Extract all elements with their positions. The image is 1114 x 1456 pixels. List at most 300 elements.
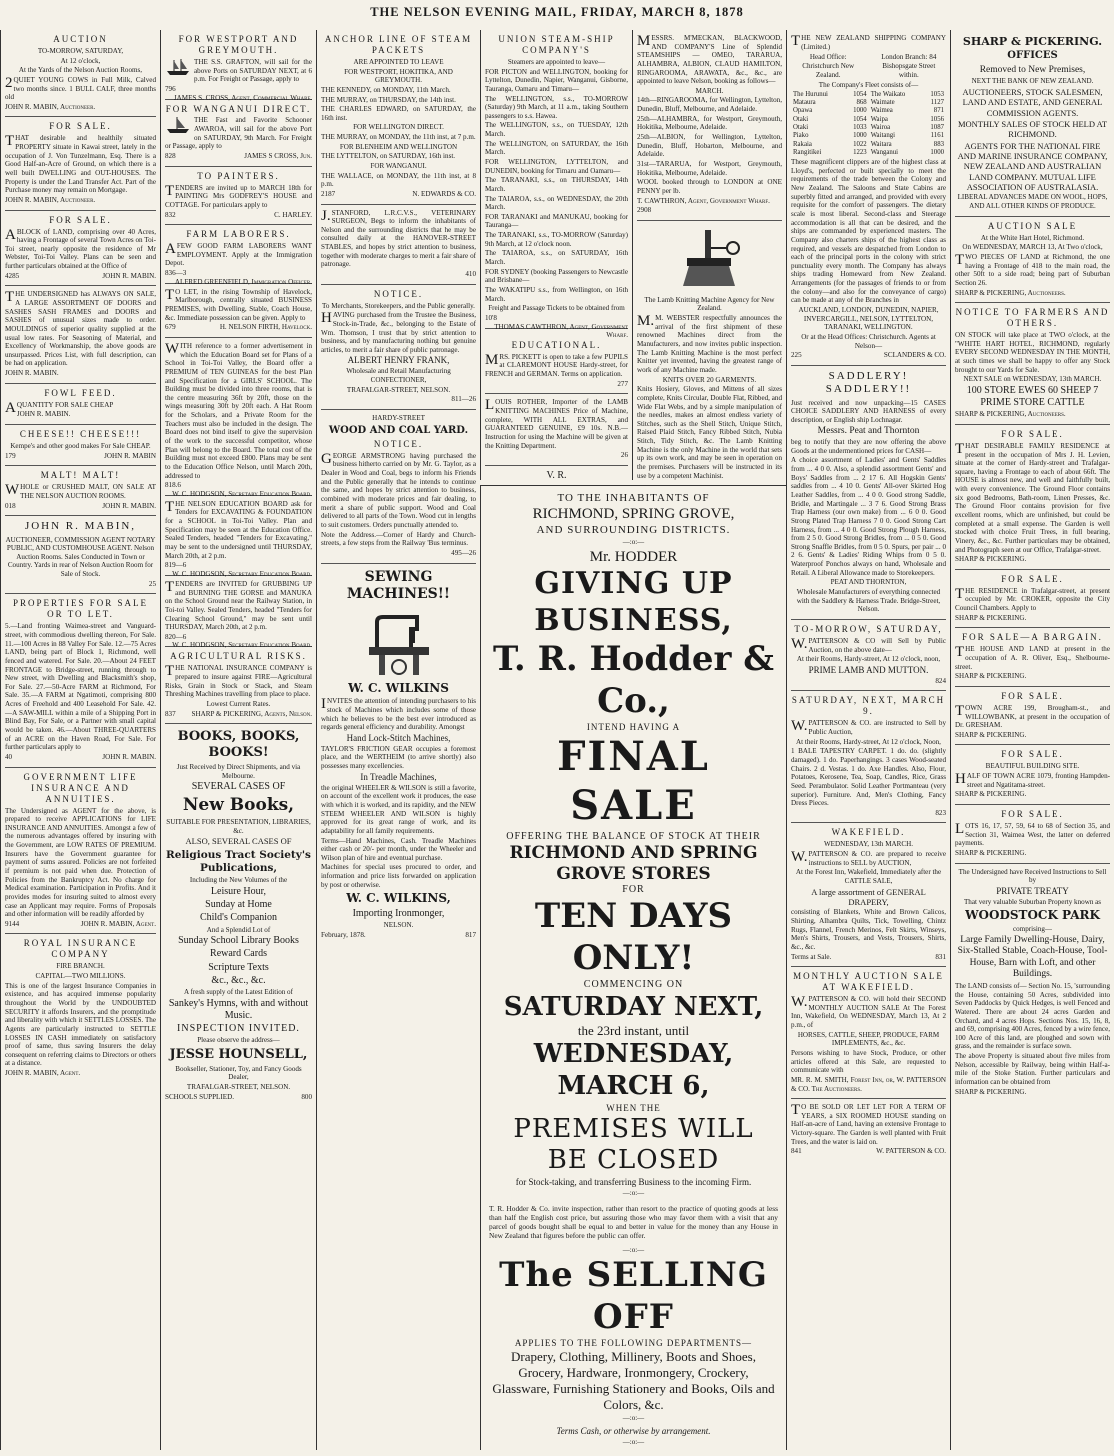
ad-saddlery xyxy=(791,366,946,620)
ad-line: TAYLOR'S FRICTION GEAR occupies a foremost place, and the WERTHEIM (to arrive shortly) also possesses many excellencies. xyxy=(321,744,476,771)
ad-signature: T. CAWTHRON, Agent, Government Wharf. xyxy=(637,196,770,205)
ad-rates: Lowest Current Rates. xyxy=(206,699,271,708)
ship-name: Opawa xyxy=(793,107,813,115)
ad-signature: SCLANDERS & CO. xyxy=(883,351,946,360)
ad-line: The WELLINGTON, on SATURDAY, the 16th March. xyxy=(485,139,628,157)
ad-signature: JAMES S. CROSS, Agent, Commercial Wharf. xyxy=(173,93,312,102)
ad-line: The WELLINGTON, s.s., TO-MORROW (Saturday) 9th March, at 11 a.m., taking Southern passengers to s.s. Hawea. xyxy=(485,94,628,120)
ad-signature: JOHN R. MABIN, Agent. xyxy=(5,1069,81,1078)
ship-tonnage: 1022 xyxy=(853,140,867,148)
ad-notice-confectioner xyxy=(321,285,476,410)
ad-title: SADDLERY! SADDLERY!! xyxy=(825,369,912,396)
ad-body: ABLOCK of LAND, comprising over 40 Acres, having a Frontage of several Town Acres on Toi-Toi street, nearly opposite the residence of Mr Webster, Toi-Toi Valley. Plans can be seen and further particulars obtained at the Office of xyxy=(5,226,156,271)
ad-signature: PEAT AND THORNTON, xyxy=(830,578,907,587)
ad-books xyxy=(165,724,312,1106)
ad-month: MARCH. xyxy=(695,86,724,95)
ad-body: MRS. PICKETT is open to take a few PUPILS at CLAREMONT HOUSE Hardy-street, for FRENCH and GERMAN. Terms on application. xyxy=(485,351,628,379)
ad-signature: SHARP & PICKERING, Auctioneers. xyxy=(955,288,1066,297)
ad-number: 796 xyxy=(165,84,176,93)
ad-royal-insurance xyxy=(5,934,156,1082)
ad-body: WHOLE or CRUSHED MALT, ON SALE AT THE NELSON AUCTION ROOMS. xyxy=(5,482,156,500)
ship-name: Waimea xyxy=(870,107,893,115)
ad-body: THE S.S. GRAFTON, will sail for the above Ports on SATURDAY NEXT, at 6 p.m. For Freight or Passage, apply to xyxy=(194,57,312,84)
ad-line: SEVERAL CASES OF xyxy=(191,781,286,793)
ad-title: SATURDAY, NEXT, MARCH 9. xyxy=(791,695,946,717)
ad-number: 4285 xyxy=(5,271,20,280)
column-2 xyxy=(160,30,316,1450)
ad-line: Sunday at Home xyxy=(205,899,272,911)
ad-line: The WELLINGTON, s.s., on TUESDAY, 12th March. xyxy=(485,121,628,139)
ad-title: NOTICE. xyxy=(373,288,424,299)
column-7 xyxy=(950,30,1114,1450)
ad-title: PROPERTIES FOR SALE OR TO LET. xyxy=(13,598,148,620)
ship-tonnage: 871 xyxy=(933,107,944,115)
ad-number: 10'8 xyxy=(485,313,497,322)
ad-union-steamship xyxy=(485,30,628,340)
ad-body: AUCTIONEER, COMMISSION AGENT NOTARY PUBLIC, AND CUSTOMHOUSE AGENT. Nelson Auction Rooms. Sales Conducted in Town or Country. Yards in rear of Nelson Auction Room for Sale of Stock. xyxy=(5,535,156,579)
ad-line: 25th—ALHAMBRA, for Westport, Greymouth, Hokitika, Melbourne, Adelaide. xyxy=(637,114,782,132)
ad-tomorrow-lamb xyxy=(791,620,946,692)
ad-line: That very valuable Suburban Property known as xyxy=(963,897,1102,906)
ad-line: the original WHEELER & WILSON is still a favorite, on account of the excellent work it produces, the ease with which it is worked, and its rapidity, and the NEW STEEM WHEELER AND WILSON is highly approved for its great range of work, and its adaptability for all family requirements. xyxy=(321,783,476,835)
ad-signature: JOHN R. MABIN. xyxy=(5,369,59,378)
ad-signature: NELSON. xyxy=(383,921,414,930)
ad-agricultural-risks xyxy=(165,647,312,724)
hodder-line: T. R. Hodder & Co., xyxy=(493,639,774,721)
ad-title: SEWING MACHINES!! xyxy=(346,568,451,602)
fleet-row xyxy=(791,91,946,99)
ad-line: FOR WESTPORT, HOKITIKA, AND GREYMOUTH. xyxy=(344,67,453,85)
ad-title: AUCTION xyxy=(53,34,108,44)
ad-to-let xyxy=(165,284,312,338)
ad-woodstock-park xyxy=(955,864,1110,1102)
ad-title: FOR WESTPORT AND GREYMOUTH. xyxy=(178,34,299,55)
ad-number: 836—3 xyxy=(165,269,187,278)
ad-malt xyxy=(5,466,156,516)
ad-line: In Treadle Machines, xyxy=(360,771,437,782)
ship-name: Rakaia xyxy=(793,140,812,148)
ad-body: TENDERS are INVITED for GRUBBING UP and BURNING THE GORSE and MANUKA on the School Ground near the Railway Station, in Toi-toi Valley. Sealed Tenders, headed "Tenders for Clearing School Ground," may be sent until THURSDAY, March 20th, at 2 p.m. xyxy=(165,578,312,632)
ad-date: WEDNESDAY, 13th MARCH. xyxy=(823,840,914,849)
ad-number: 824 xyxy=(935,676,946,685)
ad-sale-land xyxy=(5,211,156,287)
ad-body: 5.—Land fronting Waimea-street and Vanguard-street, with commodious dwelling thereon, For Sale. 11.—100 Acres in 88 Valley For Sale. 12.—75 Acres LAND, being part of Block 1, Richmond, well fenced and watered. For Sale. 20.—About 24 FEET FRONTAGE to Bridge-street, running through to New street, with Dwelling and Blacksmith's shop, For Sale. 27.—50-Acre FARM at Richmond, For Sale. 35.—A FARM at Ngatimoti, comprising 800 Acres of Freehold and 400 Leasehold For Sale. 42.—A SAW-MILL within a mile of a Shipping Port in Blind Bay, For Sale, or a Partner with small capital would be taken. 46.—About THREE-QUARTERS of an ACRE on the Haven Road, For Sale. For further particulars apply to xyxy=(5,622,156,752)
ad-line: And a Splendid Lot of xyxy=(206,925,271,934)
ad-line: PRIVATE TREATY xyxy=(996,885,1069,896)
ad-signature: SHARP & PICKERING, Auctioneers. xyxy=(955,410,1066,419)
ad-signature: SHARP & PICKERING. xyxy=(955,555,1027,564)
ad-body: THE UNDERSIGNED has ALWAYS ON SALE, A LARGE ASSORTMENT OF DOORS and SASHES SASH FRAMES and DOORS and SASHES of unusual sizes made to order. MOULDINGS of superior quality supplied at the usual low rates. For Seasoning of Material, and Excellency of Workmanship, the above goods are unsurpassed. Prices List, with full description, can be had on application. xyxy=(5,289,156,368)
ad-hodder-final-sale xyxy=(480,485,786,1450)
ad-body: The LAND consists of— Section No. 15, 'surrounding the House, containing 50 Acres, subdivided into Seven Paddocks by Quick Hedges, is well Fenced and Watered. There are about 24 acres Garden and Orchard, and 4 acres Hops. Sections Nos. 15, 16, 8, and 69, comprising 400 Acres, fenced by a wire fence, 100 Acre of this land, are ploughed and sown with grass, and the remainder is surface sown. xyxy=(955,982,1110,1051)
ad-line: Sankey's Hymns, with and without Music. xyxy=(168,997,309,1021)
ad-signature: JOHN R. MABIN. xyxy=(102,752,156,761)
ad-title: ANCHOR LINE OF STEAM PACKETS xyxy=(324,34,473,55)
ship-tonnage: 1056 xyxy=(930,115,944,123)
ad-body: TWO PIECES OF LAND at Richmond, the one having a Frontage of 418 to the main road, the other 50ft to a side road; being part of Suburban Section 26. xyxy=(955,251,1110,287)
ad-signature: JOHN R. MABIN, Auctioneer. xyxy=(5,195,96,204)
ad-title: FOR WANGANUI DIRECT. xyxy=(165,103,312,114)
ad-line: THE MURRAY, on THURSDAY, the 14th inst. xyxy=(321,95,456,104)
ad-signature: SHARP & PICKERING. xyxy=(955,848,1027,857)
ad-veterinary xyxy=(321,205,476,285)
ship-icon xyxy=(165,58,191,76)
hodder-body: T. R. Hodder & Co. invite inspection, rather than resort to the practice of quoting goods at less than half the English cost price, but assuring those who may favor them with a visit that any parcel of goods bought shall be equal to and better in value for the money than any House in New Zealand that figures before the public can offer. xyxy=(489,1203,778,1240)
hodder-line: OFFERING THE BALANCE OF STOCK AT THEIR xyxy=(506,830,761,842)
ad-line: SUITABLE FOR PRESENTATION, LIBRARIES, &c. xyxy=(166,818,311,835)
divider: —:o:— xyxy=(622,1245,645,1254)
ad-signature: SHARP & PICKERING. xyxy=(955,672,1027,681)
fleet-row xyxy=(791,149,946,157)
ad-line: Including the New Volumes of the xyxy=(189,876,288,885)
divider: —:o:— xyxy=(622,1188,645,1197)
ad-line: Reward Cards xyxy=(210,948,267,960)
ad-signature: Importing Ironmonger, xyxy=(352,908,445,920)
ad-bargain xyxy=(955,628,1110,687)
ad-lamb-knitting xyxy=(637,221,782,480)
sewing-machine-icon xyxy=(359,607,439,677)
ad-line: LIBERAL ADVANCES MADE ON WOOL, HOPS, AND ALL OTHER KINDS OF PRODUCE. xyxy=(957,193,1108,211)
ad-signature: W. C. WILKINS, xyxy=(346,891,451,906)
ad-title: TO PAINTERS. xyxy=(197,170,280,181)
ad-line: TRAFALGAR-STREET, NELSON. xyxy=(186,1082,291,1091)
hodder-line: Terms Cash, or otherwise by arrangement. xyxy=(556,1426,711,1437)
ad-title: MONTHLY AUCTION SALE AT WAKEFIELD. xyxy=(793,971,944,993)
ad-auction-richmond xyxy=(955,217,1110,303)
ad-title: FARM LABORERS. xyxy=(186,229,291,240)
ad-next-sale: NEXT SALE on WEDNESDAY, 13th MARCH. xyxy=(963,375,1102,384)
ad-subtitle: NOTICE. xyxy=(373,438,424,449)
ad-place: At their Rooms, Hardy-street, At 12 o'clock, noon, xyxy=(796,655,941,664)
ad-number: 819—6 xyxy=(165,561,187,570)
ad-line: ALSO, SEVERAL CASES OF xyxy=(185,836,292,847)
ad-number: 820—6 xyxy=(165,632,187,641)
ad-body: Persons wishing to have Stock, Produce, or other articles offered at this Sale, are requested to communicate with xyxy=(791,1048,946,1075)
ad-number: 832 xyxy=(165,210,176,219)
ad-name: W. C. WILKINS xyxy=(348,680,449,695)
ad-body: LOUIS ROTHER, Importer of the LAMB KNITTING MACHINES Price of Machine, complete, WITH ALL EXTRAS, and GUARANTEED GENUINE, £9 10s. N.B.—Instruction for using the Machine will be given at the Knitting Department. xyxy=(485,397,628,450)
masthead: THE NELSON EVENING MAIL, FRIDAY, MARCH 8, 1878 xyxy=(370,5,744,19)
ad-signature: JOHN R. MABIN. xyxy=(102,271,156,280)
ad-body: THE NATIONAL INSURANCE COMPANY is prepared to insure against FIRE—Agricultural Risks, Grain in Stock or Stack, and Steam Threshing Machines travelling from place to place. xyxy=(165,663,312,699)
ad-line: THE CHARLES EDWARD, on SATURDAY, the 16th inst. xyxy=(321,105,476,122)
ad-anchor-line xyxy=(321,30,476,205)
fleet-row xyxy=(791,141,946,149)
ad-line: AUCTIONEERS, STOCK SALESMEN, LAND AND ESTATE, AND GENERAL COMMISSION AGENTS. xyxy=(962,86,1103,118)
ship-tonnage: 868 xyxy=(856,99,867,107)
ship-name: Wanganui xyxy=(870,148,899,156)
ship-name: The Waikato xyxy=(870,90,906,98)
ad-title: CHEESE!! CHEESE!!! xyxy=(19,429,142,440)
hodder-line: The SELLING OFF xyxy=(499,1255,768,1337)
ship-name: Otaki xyxy=(793,123,809,131)
ad-title: AUCTION SALE xyxy=(987,220,1078,231)
knitting-machine-icon xyxy=(675,228,745,292)
ad-to-be-sold xyxy=(791,1099,946,1161)
ad-body: THE NELSON EDUCATION BOARD ask for Tenders for EXCAVATING & FOUNDATION for a SCHOOL in Toi-Toi Valley. Plan and Specification may be seen at the Education Office. Sealed Tenders, headed "Tenders for Excavating," may be sent to the undersigned until THURSDAY, March 20th, at 2 p.m. xyxy=(165,498,312,560)
ad-subtitle: BEAUTIFUL BUILDING SITE. xyxy=(985,762,1080,771)
ad-title: FOR SALE—A BARGAIN. xyxy=(962,632,1103,643)
ad-title: UNION STEAM-SHIP COMPANY'S xyxy=(498,34,615,55)
ad-subtitle: Steamers are appointed to leave— xyxy=(507,57,606,66)
hodder-line: INTEND HAVING A xyxy=(586,722,681,733)
ad-title: WOODSTOCK PARK xyxy=(965,908,1100,923)
ad-body: Just received and now unpacking—15 CASES CHOICE SADDLERY AND HARNESS of every description, or English ship Lochnagar. xyxy=(791,398,946,424)
ad-signature: JOHN R. MABIN, Agent. xyxy=(80,919,156,928)
ad-signature: JOHN R. MABIN, Auctioneer. xyxy=(5,102,96,111)
ship-tonnage: 1161 xyxy=(930,132,944,140)
ad-building-site xyxy=(955,745,1110,805)
ad-body: TENDERS are invited up to MARCH 18th for PAINTING Mrs GODFREY'S HOUSE and COTTAGE. For particulars apply to xyxy=(165,182,312,209)
ad-auction xyxy=(5,30,156,117)
ad-body: This is one of the largest Insurance Companies in existence, and has acquired immense popularity throughout the World by the UNDOUBTED SECURITY it affords Insurers, and the promptitude and liberality with which it SETTLES LOSSES. The Agents are particularly instructed to SETTLE LOSSES IN CASH immediately on satisfactory proof of same, thus saving Insurers the delay consequent on referring claims to Directors or others at a distance. xyxy=(5,981,156,1068)
ship-tonnage: 1054 xyxy=(853,115,867,123)
divider: —:o:— xyxy=(622,538,645,547)
sewing-machine-illustration xyxy=(352,607,445,677)
ad-sewing-machines xyxy=(321,564,476,945)
ad-school-plans xyxy=(165,338,312,496)
ad-body: 2QUIET YOUNG COWS in Full Milk, Calved two months since. 1 BULL CALF, three months old xyxy=(5,74,156,102)
hodder-line: RICHMOND AND SPRING GROVE STORES xyxy=(509,842,758,884)
ad-body: HALF OF TOWN ACRE 1079, fronting Hampden-street and Ngatitama-street. xyxy=(955,771,1110,789)
ad-subtitle: comprising— xyxy=(1012,925,1052,934)
ad-number: 410 xyxy=(465,270,476,279)
hodder-line: Mr. HODDER xyxy=(589,548,678,565)
ad-monthly-auction xyxy=(791,967,946,1099)
hodder-line: AND SURROUNDING DISTRICTS. xyxy=(536,523,731,536)
ad-body: HAVING purchased from the Trustee the Business, Stock-in-Trade, &c., belonging to the Estate of Wm. Thomson, I trust that by strict attention to business, and by manufacturing nothing but genuine articles, to merit a fair share of public patronage. xyxy=(321,310,476,354)
illustration-caption: The Lamb Knitting Machine Agency for New Zealand. xyxy=(644,295,775,313)
ad-title: THE NEW ZEALAND SHIPPING COMPANY (Limited.) xyxy=(791,33,946,51)
ad-signature: W. C. HODGSON, Secretary Education Board. xyxy=(172,641,312,650)
ad-line: Removed to New Premises, xyxy=(979,64,1086,75)
ship-tonnage: 1087 xyxy=(930,123,944,131)
ad-line: 25th—ALBION, for Wellington, Lyttelton, Dunedin, Bluff, Hobarton, Melbourne, and Adelaide. xyxy=(637,133,782,159)
ad-line: FOR TARANAKI and MANUKAU, booking for Tauranga— xyxy=(485,212,628,230)
ad-signature: SHARP & PICKERING, Agents, Nelson. xyxy=(191,709,312,718)
ad-line: FOR WELLINGTON DIRECT. xyxy=(353,123,444,132)
ad-line: Machines for special uses procured to order, and information and price lists forwarded on application by post or otherwise. xyxy=(321,863,476,889)
ad-number: 179 xyxy=(5,451,16,460)
ad-subtitle: ARE APPOINTED TO LEAVE xyxy=(353,57,444,66)
ship-name: The Hurunui xyxy=(793,90,828,98)
ad-signature: C. HARLEY. xyxy=(274,210,312,219)
ad-number: 817 xyxy=(465,930,476,939)
hodder-line: RICHMOND, SPRING GROVE, xyxy=(532,506,735,523)
ad-line: THE KENNEDY, on MONDAY, 11th March. xyxy=(321,85,451,94)
ad-fowl-feed xyxy=(5,384,156,425)
ad-signature: ALFRED GREENFIELD, Immigration Officer. xyxy=(174,277,312,286)
ad-body: THAT DESIRABLE FAMILY RESIDENCE at present in the occupation of Mrs J. H. Levien, situate at the corner of Hardy-street and Trafalgar-square, having a Frontage to each of about 66ft. The HOUSE is almost new, and well and faithfully built, with every convenience. The Ground Floor contains six good Bedrooms, Bath-room, Linen Presses, &c. The Ground Floor contains provision for five excellent rooms, which are unfinished, but could be completed at a small expense. The Garden is well stocked with choice Fruit Trees, in full bearing, Vinery, &c., &c. Further particulars may be obtained, and Photograph seen at our Office, Trafalgar-street. xyxy=(955,440,1110,554)
ad-title: BOOKS, BOOKS, BOOKS! xyxy=(177,729,300,761)
ad-terms: Terms at Sale. xyxy=(791,952,832,961)
ad-body: INVITES the attention of intending purchasers to his stock of Machines which includes some of those which he believes to be the best ever introduced as regards general efficiency and durability. Amongst xyxy=(321,696,476,732)
ad-body: WITH reference to a former advertisement in which the Education Board set for Plans of a School in Toi-Toi Valley, the Board offer a PREMIUM of TEN GUINEAS for the best Plan and Specification for a GIRLS' SCHOOL. The Building must be divided into three rooms, that is the centre measuring 36ft by 20ft, those on the wings measuring 30ft by 20ft each. A Hat Room for the Scholars, and a Private Room for the Teachers must also be included in the design. The Board does not bind itself to give the supervision of the work to the successful competitor, whose Plan will belong to the Board. The total cost of the Building must not exceed £800. Plans may be sent to the Education Office Nelson, until March 20th, addressed to xyxy=(165,340,312,480)
ad-line: 14th—RINGAROOMA, for Wellington, Lyttelton, Dunedin, Bluff, Melbourne, and Adelaide. xyxy=(637,96,782,114)
ad-body: AFEW GOOD FARM LABORERS WANT EMPLOYMENT. Apply at the Immigration Depot. xyxy=(165,241,312,268)
ad-lots xyxy=(955,805,1110,864)
column-6 xyxy=(786,30,950,1450)
ad-wakefield xyxy=(791,823,946,967)
ad-line: The WAKATIPU s.s., from Wellington, on 16th March. xyxy=(485,285,628,303)
ad-line: A fresh supply of the Latest Edition of xyxy=(184,988,293,996)
ad-title: GOVERNMENT LIFE INSURANCE AND ANNUITIES. xyxy=(23,771,138,804)
ad-body: TOWN ACRE 199, Brougham-st., and WILLOWBANK, at present in the occupation of Dr. GRESHAM. xyxy=(955,702,1110,730)
hodder-line: APPLIES TO THE FOLLOWING DEPARTMENTS— xyxy=(514,1338,753,1349)
ad-body: Kempe's and other good makes For Sale CHEAP. xyxy=(10,441,151,450)
ad-properties xyxy=(5,594,156,767)
fleet-row xyxy=(791,107,946,115)
ad-line: NEXT THE BANK OF NEW ZEALAND. xyxy=(971,77,1094,86)
ad-line: FOR WANGANUI. xyxy=(370,161,427,170)
ad-line: MONTHLY SALES OF STOCK HELD AT RICHMOND. xyxy=(957,118,1108,140)
divider: —:o:— xyxy=(622,1438,645,1447)
ad-number: 828 xyxy=(165,152,176,161)
ad-line: FOR WELLINGTON, LYTTELTON, and DUNEDIN, booking for Timaru and Oamaru— xyxy=(485,157,628,175)
ad-signature: MR. R. M. SMITH, Forest Inn, or, W. PATTERSON & CO. The Auctioneers. xyxy=(791,1075,946,1093)
ad-line: Sunday School Library Books xyxy=(178,935,299,947)
ad-saturday-next xyxy=(791,691,946,823)
ad-line: Freight and Passage Tickets to be obtained from xyxy=(488,304,625,313)
ad-number: 018 xyxy=(5,501,16,510)
ad-number: 837 xyxy=(165,709,176,718)
ad-signature: JOHN R. MABIN xyxy=(104,451,156,460)
ad-body: Knits Hosiery, Gloves, and Mittens of all sizes complete, Knits Circular, Double Flat, Ribbed, and Wide Flat Webs, and by a simple manipulation of the needles, makes an almost endless variety of Stitches, such as the Shell Stitch, Unique Stitch, Raised Plaid Stitch, Fancy Ribbed Stitch, Nubia Stitch, Tidy Stitch, &c. The Lamb Knitting Machine is the only Machine in the world that sets up its own work, and may be seen in operation on the premises. Purchasers will be instructed in its use by a competent Machinist. xyxy=(637,385,782,480)
ship-tonnage: 1000 xyxy=(930,148,944,156)
ad-number: 495—26 xyxy=(451,548,476,557)
ad-title: SHARP & PICKERING. xyxy=(962,35,1103,48)
ad-number: 800 xyxy=(301,1092,312,1101)
ad-title: MALT! MALT! xyxy=(40,470,121,481)
ad-subtitle: At the White Hart Hotel, Richmond. xyxy=(980,233,1085,242)
ad-line: AGENTS FOR THE NATIONAL FIRE AND MARINE INSURANCE COMPANY, NEW ZEALAND AND AUSTRALIAN LAND COMPANY. MUTUAL LIFE ASSOCIATION OF AUSTRALASIA. xyxy=(957,140,1108,193)
ship-tonnage: 1223 xyxy=(853,148,867,156)
ad-for-sale-trafalgar xyxy=(955,570,1110,629)
ship-tonnage: 1033 xyxy=(853,123,867,131)
ship-name: Piako xyxy=(793,132,809,140)
ad-items: HORSES, CATTLE, SHEEP, PRODUCE, FARM IMPLEMENTS, &c., &c. xyxy=(797,1030,940,1048)
ship-name: Waimate xyxy=(870,99,895,107)
ad-signature: ALBERT HENRY FRANK, xyxy=(347,355,450,366)
ship-name: Waitangi xyxy=(870,132,896,140)
ad-number: 823 xyxy=(935,808,946,817)
ad-office: Head Office: Christchurch New Zealand. xyxy=(802,53,855,79)
hodder-line: Drapery, Clothing, Millinery, Boots and Shoes, Grocery, Hardware, Ironmongery, Crockery, Glassware, Furnishing Stationery and Books, Oils and Colors, &c. xyxy=(492,1349,775,1412)
ad-number: 2908 xyxy=(637,206,652,215)
ad-line: THE MURRAY, on MONDAY, the 11th inst, at 7 p.m. xyxy=(321,133,476,142)
ad-signature: H. NELSON FIRTH, Havelock. xyxy=(219,323,312,332)
ad-number: 2187 xyxy=(321,189,336,198)
hodder-line: FOR xyxy=(622,884,645,896)
column-3 xyxy=(316,30,480,1450)
ad-doors-sashes xyxy=(5,286,156,383)
ad-title: JOHN R. MABIN, xyxy=(24,520,137,533)
ad-header: V. R. xyxy=(546,469,567,480)
ad-title: FOR SALE. xyxy=(1001,809,1064,819)
ad-names: Messrs. Peat and Thornton xyxy=(817,425,920,436)
ship-name: Wairoa xyxy=(870,123,891,131)
ad-tail: Or at the Head Offices: Christchurch. Agents at Nelson— xyxy=(801,332,936,350)
divider: —:o:— xyxy=(622,1413,645,1422)
hodder-line: SATURDAY NEXT, xyxy=(503,991,764,1022)
ad-nz-shipping xyxy=(791,30,946,366)
ad-number: 679 xyxy=(165,323,176,332)
ad-education-board xyxy=(165,496,312,576)
ship-name: Otaki xyxy=(793,115,809,123)
ad-line: SCHOOLS SUPPLIED. xyxy=(165,1092,234,1101)
ad-signature: W. C. HODGSON, Secretary Education Board. xyxy=(172,489,312,498)
ad-title: WOOD AND COAL YARD. xyxy=(328,424,469,436)
ship-name: Waipa xyxy=(870,115,888,123)
ad-title: FOR SALE. xyxy=(1001,428,1064,439)
fleet-table xyxy=(791,91,946,157)
ad-mabin xyxy=(5,516,156,594)
ad-number: 225 xyxy=(791,351,802,360)
ad-farm-laborers xyxy=(165,225,312,284)
ad-signature: Wholesale Manufacturers of everything connected with the Saddlery & Harness Trade. Bridge-Street, Nelson. xyxy=(796,588,941,614)
ad-items: consisting of Blankets, White and Brown Calicos, Shirting, Alhambra Quilts, Tick, Towelling, Chintz Rugs, Flannel, French Merinos, Felt Skirts, Winseys, Men's Shirts, Trousers, and Vests, Trousers, Shirts, &c., &c. xyxy=(791,908,946,951)
ad-body: beg to notify that they are now offering the above Goods at the undermentioned prices for CASH— xyxy=(791,438,946,455)
ad-criminal-sittings xyxy=(485,466,628,480)
ad-line: Child's Companion xyxy=(199,912,278,924)
hodder-line: the 23rd instant, until xyxy=(577,1023,690,1039)
ad-subtitle: To Merchants, Storekeepers, and the Public generally. xyxy=(322,301,475,310)
ad-signature: W. PATTERSON & CO. xyxy=(876,1147,946,1156)
ad-line: Bookseller, Stationer, Toy, and Fancy Goods Dealer, xyxy=(175,1064,302,1082)
ad-time: At 12 o'clock, xyxy=(60,56,101,65)
ad-line: FOR PICTON and WELLINGTON, booking for Lyttelton, Dunedin, Napier, Wanganui, Gisborne, Tauranga, Oamaru and Timaru— xyxy=(485,67,628,93)
hodder-line: COMMENCING ON xyxy=(583,979,684,991)
ad-branches: AUCKLAND, LONDON, DUNEDIN, NAPIER, INVERCARGILL, NELSON, LYTTELTON, TARANAKI, WELLINGTON. xyxy=(798,305,939,332)
fleet-row xyxy=(791,99,946,107)
ad-signature: Wholesale and Retail Manufacturing CONFECTIONER, xyxy=(346,367,451,385)
ad-body: W.PATTERSON & CO. will hold their SECOND MONTHLY AUCTION SALE At The Forest Inn, Wakefield, On WEDNESDAY, March 13, At 2 p.m., of xyxy=(791,994,946,1030)
ship-tonnage: 1053 xyxy=(930,90,944,98)
ad-line: Leisure Hour, xyxy=(210,886,267,898)
ship-name: Waitara xyxy=(870,140,892,148)
ship-tonnage: 1127 xyxy=(930,99,944,107)
ad-place: At the Forest Inn, Wakefield, Immediately after the CATTLE SALE, xyxy=(795,868,942,885)
ad-body: TO BE SOLD OR LET LET FOR A TERM OF YEARS, a SIX ROOMED HOUSE standing on Half-an-acre of Land, having an extensive Frontage to Victory-square. The Garden is well planted with Fruit Trees, and the water is laid on. xyxy=(791,1102,946,1146)
ad-number: 9144 xyxy=(5,919,20,928)
ship-name: Mataura xyxy=(793,99,816,107)
ad-line: The TAIAROA, s.s., on WEDNESDAY, the 20th March. xyxy=(485,194,628,212)
ad-body: THE HOUSE AND LAND at present in the occupation of A. R. Oliver, Esq., Shelbourne-street. xyxy=(955,644,1110,671)
ad-body: THE Fast and Favorite Schooner AWAROA, will sail for the above Port on SATURDAY, 9th March. For Freight or Passage, apply to xyxy=(165,116,312,151)
ad-title: TO-MORROW, SATURDAY, xyxy=(794,623,943,634)
ad-title: HARDY-STREET xyxy=(372,414,425,423)
ad-item: PRIME LAMB AND MUTTON. xyxy=(808,664,929,675)
ad-grubbing xyxy=(165,576,312,650)
ad-line: &c., &c., &c. xyxy=(211,974,266,986)
fleet-row xyxy=(791,132,946,140)
hodder-line: WHEN THE xyxy=(606,1102,661,1113)
ad-painters xyxy=(165,167,312,226)
ad-body: J.STANFORD, L.R.C.V.S., VETERINARY SURGEON, Begs to inform the inhabitants of Nelson and the surrounding districts that he may be consulted daily at the HANOVER-STREET STABLES, and hopes by strict attention to business, together with moderate charges to merit a fair share of patronage. xyxy=(321,207,476,269)
ad-westport xyxy=(165,30,312,100)
ad-line: Just Received by Direct Shipments, and via Melbourne. xyxy=(176,762,301,780)
ad-items: 100 STORE EWES 60 SHEEP 7 PRIME STORE CATTLE xyxy=(966,384,1099,409)
ad-line: The TAIAROA, s.s., on SATURDAY, 16th March. xyxy=(485,249,628,267)
column-1 xyxy=(0,30,160,1450)
ship-tonnage: 1054 xyxy=(853,90,867,98)
ad-mmeckan xyxy=(637,30,782,221)
ad-subtitle: FIRE BRANCH. xyxy=(56,962,105,971)
ad-date: On WEDNESDAY, MARCH 13, At Two o'clock, xyxy=(962,243,1103,252)
ad-line: Terms—Hand Machines, Cash. Treadle Machines either cash or 20/- per month, under the Wheeler and Wilson plan of hire and eventual purchase. xyxy=(321,836,476,862)
ad-sharp-pickering xyxy=(955,30,1110,217)
ad-line: The TARANAKI, s.s., on THURSDAY, 14th March. xyxy=(485,176,628,193)
